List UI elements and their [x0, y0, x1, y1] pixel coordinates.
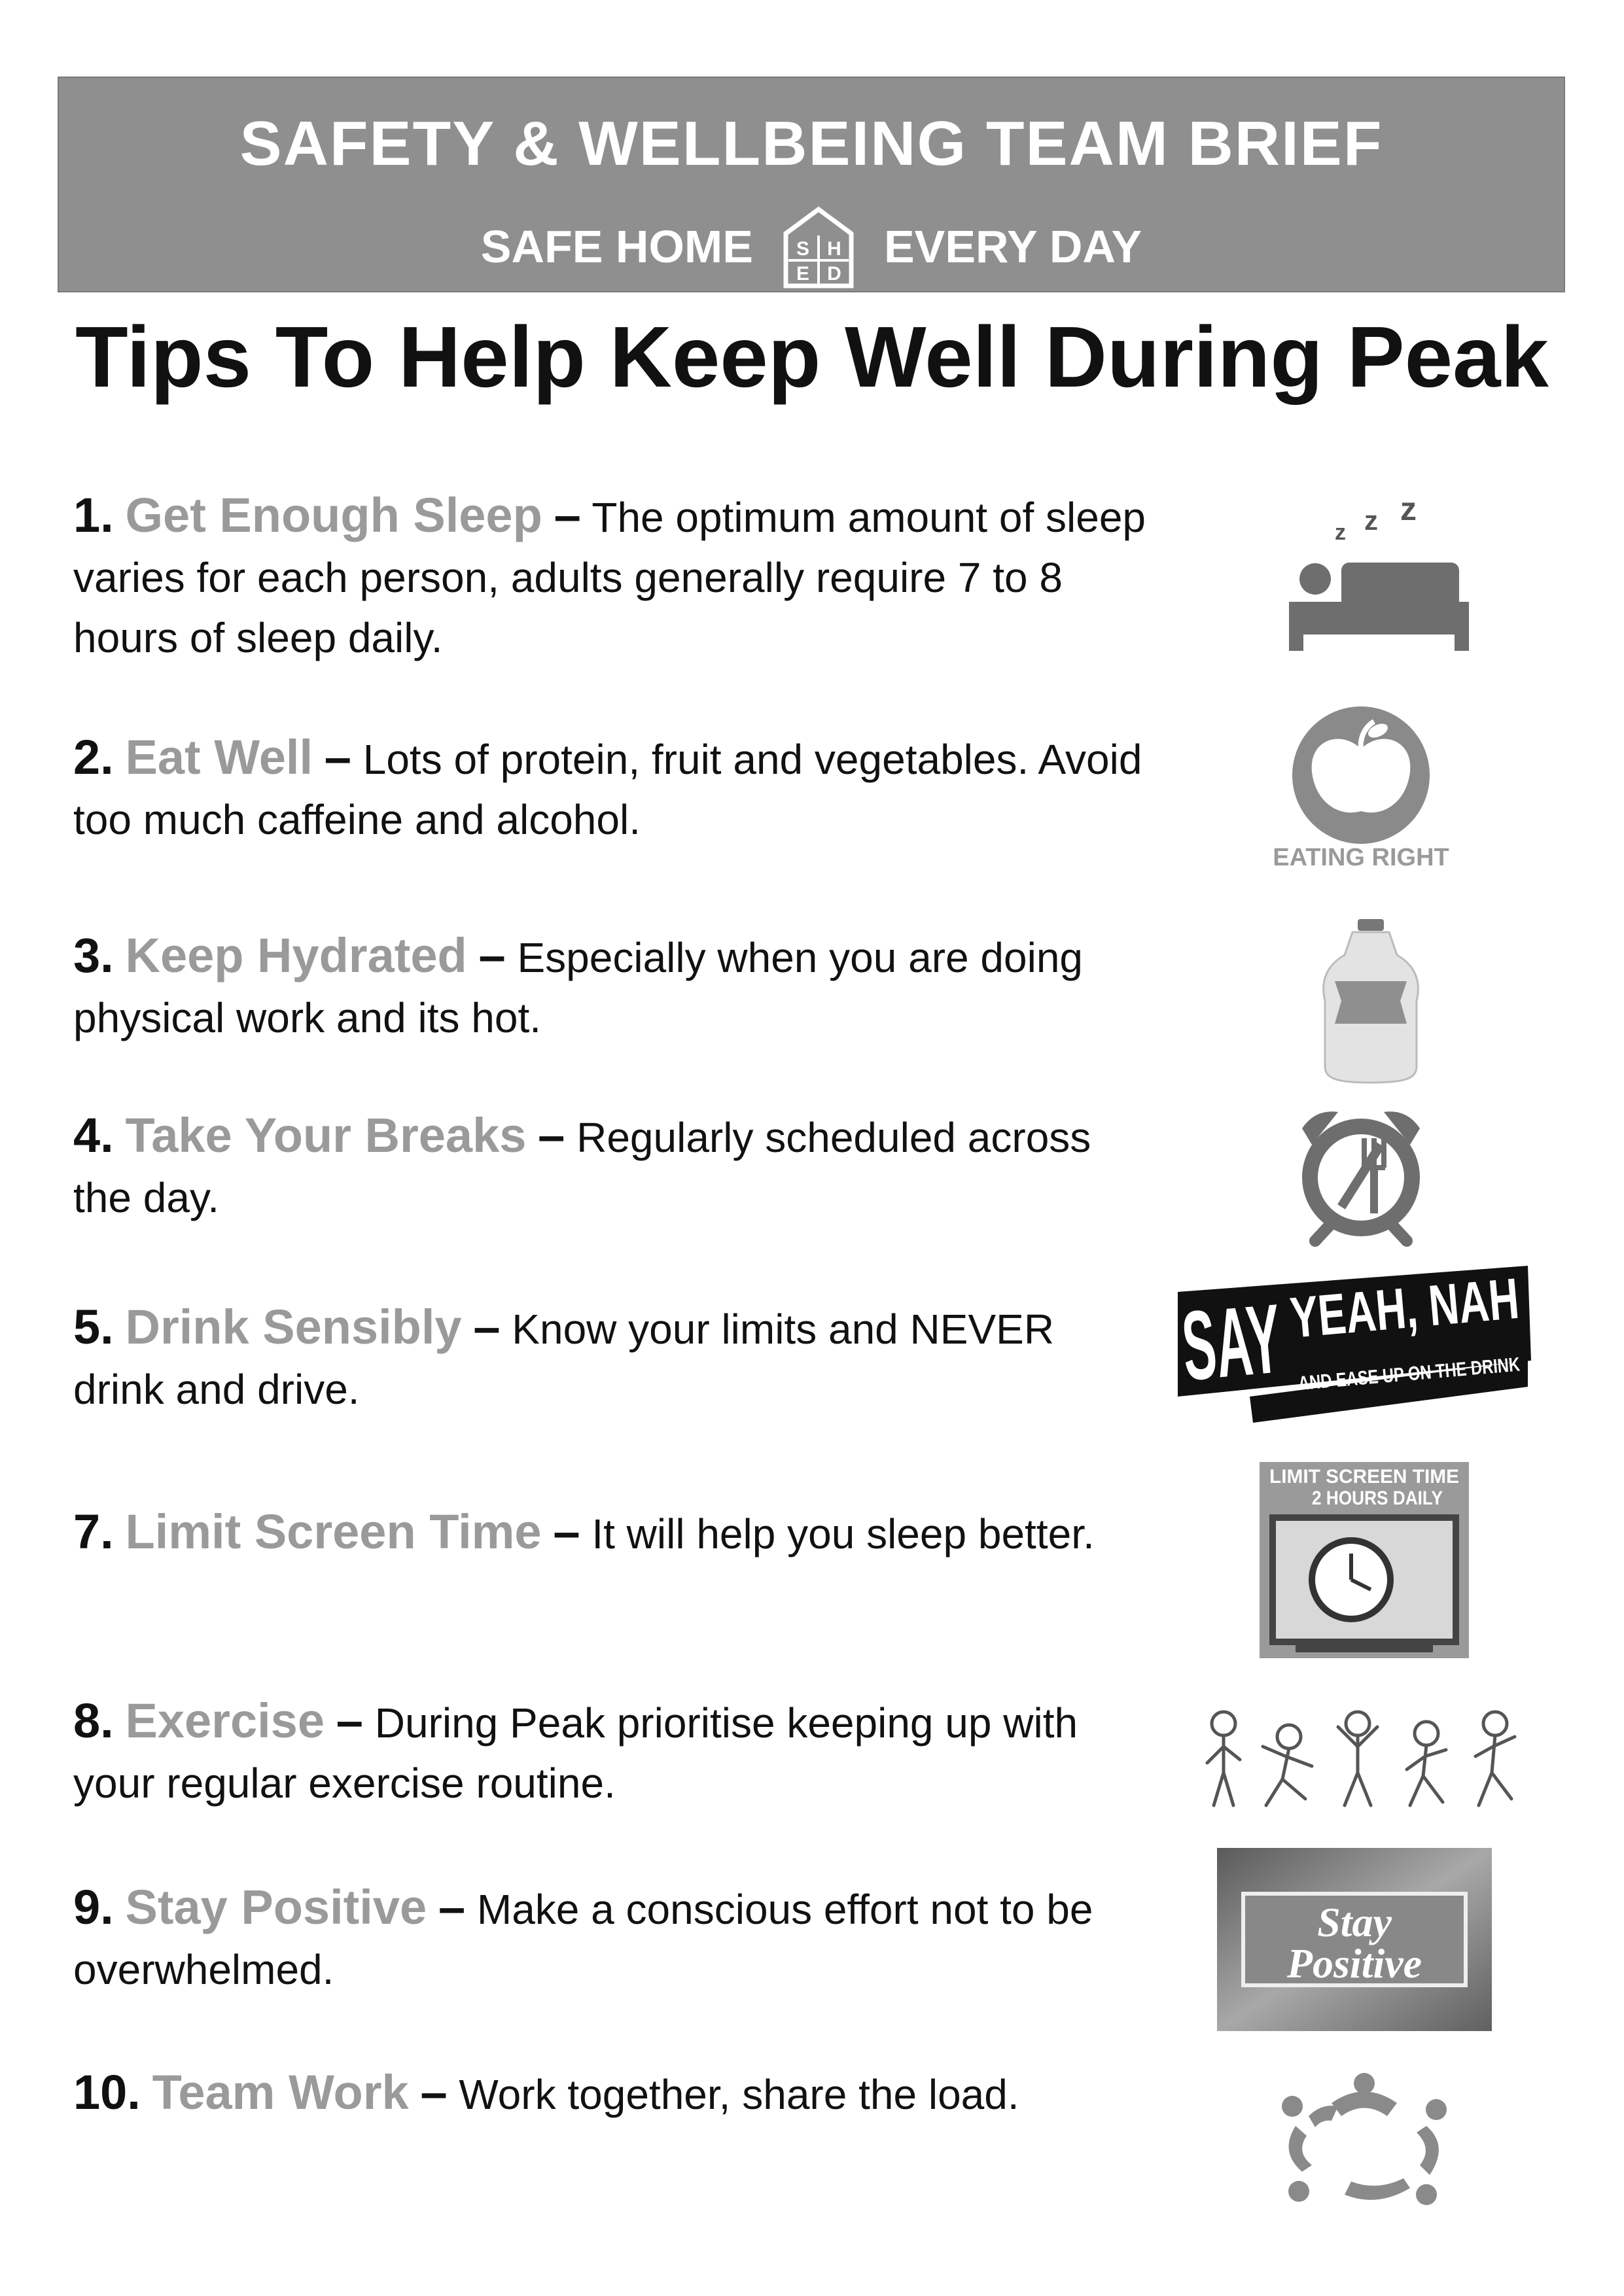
tip-number: 5. — [73, 1300, 114, 1354]
screen-time-clock-icon — [1260, 1462, 1469, 1658]
tip-item: 2. Eat Well – Lots of protein, fruit and vegetables. Avoid too much caffeine and alcohol. — [73, 730, 1142, 843]
svg-text:S: S — [796, 238, 809, 260]
tip-text: Especially when you are doing physical work and its hot. — [73, 934, 1084, 1041]
svg-text:z: z — [1400, 491, 1417, 527]
tip-title: Exercise — [125, 1694, 325, 1748]
svg-text:LIMIT SCREEN TIME: LIMIT SCREEN TIME — [1269, 1466, 1459, 1487]
tip-number: 1. — [73, 488, 114, 542]
tip-number: 9. — [73, 1880, 114, 1934]
tip-number: 8. — [73, 1694, 114, 1748]
svg-text:Positive: Positive — [1286, 1940, 1422, 1987]
tip-text: Regularly scheduled across the day. — [73, 1114, 1091, 1221]
tip-text: Make a conscious effort not to be overwhelmed. — [73, 1886, 1093, 1993]
alarm-clock-cutlery-icon — [1286, 1102, 1436, 1246]
tip-item: 9. Stay Positive – Make a conscious effort not to be overwhelmed. — [73, 1880, 1093, 1993]
tip-text: The optimum amount of sleep varies for each person, adults generally require 7 to 8 hours of sleep daily. — [73, 494, 1146, 661]
tip-text: Know your limits and NEVER drink and drive. — [73, 1306, 1055, 1413]
header-banner — [58, 77, 1565, 292]
tip-title: Take Your Breaks — [125, 1108, 527, 1162]
apple-icon — [1263, 703, 1459, 873]
svg-text:H: H — [827, 238, 841, 260]
svg-text:D: D — [827, 263, 841, 285]
svg-text:EATING RIGHT: EATING RIGHT — [1273, 844, 1449, 871]
tip-item: 7. Limit Screen Time – It will help you sleep better. — [73, 1505, 1095, 1559]
svg-text:z: z — [1335, 520, 1346, 545]
svg-text:2 HOURS DAILY: 2 HOURS DAILY — [1312, 1487, 1443, 1509]
tip-text: Work together, share the load. — [459, 2071, 1019, 2118]
tip-title: Eat Well — [125, 730, 313, 784]
tip-number: 2. — [73, 730, 114, 784]
tip-item: 5. Drink Sensibly – Know your limits and NEVER drink and drive. — [73, 1300, 1055, 1413]
tip-number: 4. — [73, 1108, 114, 1162]
tip-item: 3. Keep Hydrated – Especially when you are doing physical work and its hot. — [73, 928, 1084, 1041]
svg-text:Stay: Stay — [1317, 1899, 1392, 1945]
svg-text:AND EASE UP ON THE DRINK: AND EASE UP ON THE DRINK — [1297, 1348, 1580, 1395]
tip-number: 7. — [73, 1505, 114, 1559]
exercise-figures-icon — [1197, 1701, 1525, 1825]
tip-title: Get Enough Sleep — [125, 488, 542, 542]
tip-title: Team Work — [152, 2065, 409, 2119]
tip-title: Stay Positive — [125, 1880, 427, 1934]
page-title: Tips To Help Keep Well During Peak — [75, 309, 1549, 405]
svg-text:z: z — [1364, 505, 1378, 536]
water-bottle-icon — [1305, 916, 1436, 1086]
team-circle-icon — [1260, 2067, 1469, 2211]
svg-text:YEAH, NAH: YEAH, NAH — [1288, 1258, 1609, 1350]
say-yeah-nah-logo — [1171, 1256, 1609, 1426]
tip-item: 1. Get Enough Sleep – The optimum amount of sleep varies for each person, adults generally require 7 to 8 hours of sleep daily. — [73, 488, 1146, 661]
tip-item: 10. Team Work – Work together, share the load. — [73, 2065, 1019, 2119]
tip-title: Keep Hydrated — [125, 928, 467, 983]
tip-item: 8. Exercise – During Peak prioritise keeping up with your regular exercise routine. — [73, 1694, 1078, 1807]
banner-title: SAFETY & WELLBEING TEAM BRIEF — [239, 109, 1383, 179]
tip-number: 10. — [73, 2065, 141, 2119]
svg-text:SAY: SAY — [1178, 1274, 1380, 1401]
tip-item: 4. Take Your Breaks – Regularly scheduled across the day. — [73, 1108, 1091, 1221]
tagline-left: SAFE HOME — [480, 221, 753, 272]
banner-tagline — [58, 207, 1565, 286]
shed-house-logo-icon — [779, 204, 858, 289]
svg-text:E: E — [796, 263, 809, 285]
tagline-right: EVERY DAY — [883, 221, 1142, 272]
tip-title: Drink Sensibly — [125, 1300, 462, 1354]
tip-title: Limit Screen Time — [125, 1505, 542, 1559]
tip-text: During Peak prioritise keeping up with your regular exercise routine. — [73, 1699, 1078, 1807]
tip-number: 3. — [73, 928, 114, 983]
sleep-bed-icon — [1276, 491, 1485, 654]
tip-text: Lots of protein, fruit and vegetables. Avoid too much caffeine and alcohol. — [73, 736, 1142, 843]
stay-positive-icon — [1217, 1848, 1492, 2031]
tip-text: It will help you sleep better. — [591, 1510, 1095, 1557]
